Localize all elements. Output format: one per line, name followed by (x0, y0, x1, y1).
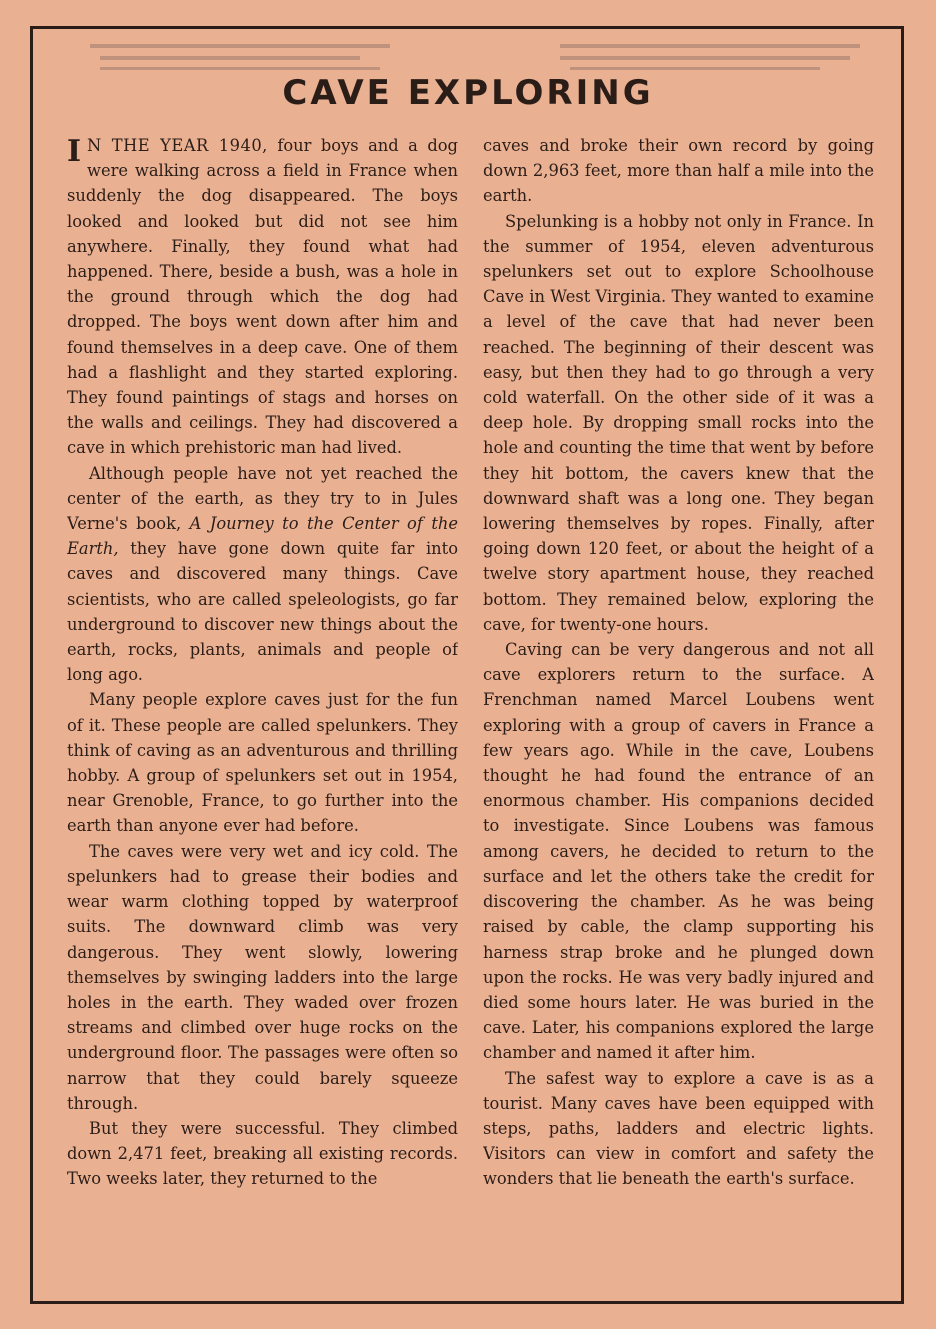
lead-in: N THE YEAR 1940, (87, 136, 268, 155)
show-through-marks-right (520, 40, 880, 74)
paragraph-1 (67, 133, 458, 461)
paragraph-5: But they were successful. They climbed down 2,471 feet, breaking all existing records. Two weeks later, they returned to the (67, 1118, 458, 1189)
book-title: A Journey to the Center of the Earth, (67, 514, 458, 559)
right-column (483, 133, 874, 1248)
paragraph-7: Spelunking is a hobby not only in France. In the summer of 1954, eleven adventurous spelunkers set out to explore Schoolhouse Cave in West Virginia. They wanted to examine a level of the cave that had never been reached. The beginning of their descent was easy, but then they had to go through a very cold waterfall. On the other side of it was a deep hole. By dropping small rocks into the hole and counting the time that went by before they hit bottom, the cavers knew that the downward shaft was a long one. They began lowering themselves by ropes. Finally, after going down 120 feet, or about the height of a twelve story apartment house, they reached bottom. They remained below, exploring the cave, for twenty-one hours. (483, 211, 874, 634)
show-through-marks-left (40, 40, 400, 74)
paragraph-2-text-b: they have gone down quite far into caves and discovered many things. Cave scientists, who are called speleologists, go far underground to discover new things about the earth, rocks, plants, animals and people of long ago. (67, 539, 458, 685)
paragraph-1-text: four boys and a dog were walking across a field in France when suddenly the dog disappeared. The boys looked and looked but did not see him anywhere. Finally, they found what had happened. There, beside a bush, was a hole in the ground through which the dog had dropped. The boys went down after him and found themselves in a deep cave. One of them had a flashlight and they started exploring. They found paintings of stags and horses on the walls and ceilings. They had discovered a cave in which prehistoric man had lived. (67, 136, 458, 458)
left-column (67, 133, 458, 1248)
paragraph-4: The caves were very wet and icy cold. The spelunkers had to grease their bodies and wear warm clothing topped by waterproof suits. The downward climb was very dangerous. They went slowly, lowering themselves by swinging ladders into the large holes in the earth. They waded over frozen streams and climbed over huge rocks on the underground floor. The passages were often so narrow that they could barely squeeze through. (67, 841, 458, 1113)
drop-cap: I (67, 134, 82, 169)
paragraph-6: caves and broke their own record by going down 2,963 feet, more than half a mile into the earth. (483, 136, 874, 206)
paragraph-8: Caving can be very dangerous and not all cave explorers return to the surface. A Frenchman named Marcel Loubens went exploring with a group of cavers in France a few years ago. While in the cave, Loubens thought he had found the entrance of an enormous chamber. His companions decided to investigate. Since Loubens was famous among cavers, he decided to return to the surface and let the others take the credit for discovering the chamber. As he was being raised by cable, the clamp supporting his harness strap broke and he plunged down upon the rocks. He was very badly injured and died some hours later. He was buried in the cave. Later, his companions explored the large chamber and named it after him. (483, 640, 874, 1063)
paragraph-2-text-a: Although people have not yet reached the center of the earth, as they try to in Jules Verne's book, (67, 463, 458, 534)
paragraph-9: The safest way to explore a cave is as a tourist. Many caves have been equipped with steps, paths, ladders and electric lights. Visitors can view in comfort and safety the wonders that lie beneath the earth's surface. (483, 1068, 874, 1189)
paragraph-3: Many people explore caves just for the fun of it. These people are called spelunkers. They think of caving as an adventurous and thrilling hobby. A group of spelunkers set out in 1954, near Grenoble, France, to go further into the earth than anyone ever had before. (67, 690, 458, 836)
show-through-text-left (40, 40, 400, 74)
show-through-text-right (520, 40, 880, 74)
paragraph-2 (67, 461, 458, 688)
article-title: CAVE EXPLORING (282, 73, 654, 113)
